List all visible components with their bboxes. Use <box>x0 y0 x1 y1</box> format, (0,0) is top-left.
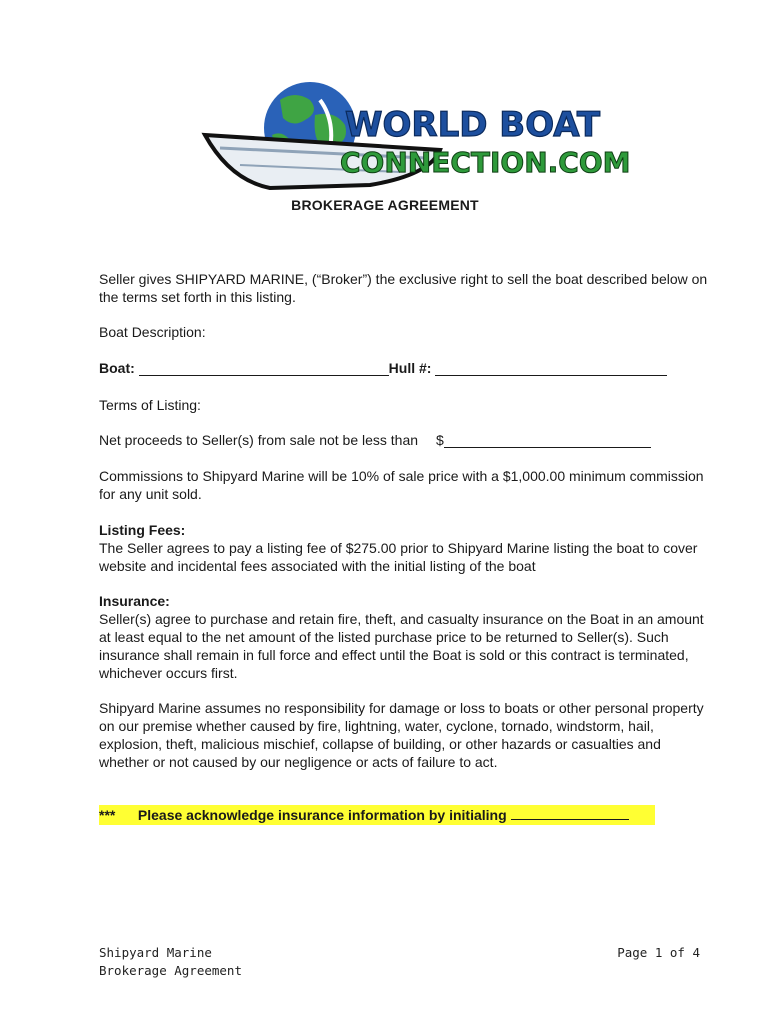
hull-label: Hull #: <box>388 360 432 376</box>
intro-paragraph: Seller gives SHIPYARD MARINE, (“Broker”) the exclusive right to sell the boat described below on the terms set forth in this listing. <box>99 271 708 305</box>
net-proceeds-row <box>99 432 651 448</box>
acknowledge-stars: *** <box>99 807 116 823</box>
listing-fees-heading: Listing Fees: <box>99 522 186 538</box>
footer-doc-name: Brokerage Agreement <box>99 963 242 978</box>
page-title: BROKERAGE AGREEMENT <box>291 197 479 213</box>
net-proceeds-field[interactable] <box>444 432 651 448</box>
net-proceeds-label: Net proceeds to Seller(s) from sale not be less than <box>99 432 419 448</box>
insurance-heading: Insurance: <box>99 593 170 609</box>
boat-label: Boat: <box>99 360 135 376</box>
initials-field[interactable] <box>511 805 629 820</box>
currency-symbol: $ <box>435 432 444 448</box>
boat-hull-row <box>99 360 667 376</box>
hull-field[interactable] <box>435 360 667 376</box>
insurance-text: Seller(s) agree to purchase and retain fire, theft, and casualty insurance on the Boat in an amount at least equal to the net amount of the listed purchase price to be returned to Seller(s). Such insurance shall remain in full force and effect until the Boat is sold or this contract is terminated, whichever occurs first. <box>99 611 704 681</box>
svg-text:WORLD BOAT: WORLD BOAT <box>345 105 601 145</box>
commissions-paragraph: Commissions to Shipyard Marine will be 10% of sale price with a $1,000.00 minimum commission for any unit sold. <box>99 468 704 502</box>
listing-fees-text: The Seller agrees to pay a listing fee of $275.00 prior to Shipyard Marine listing the boat to cover website and incidental fees associated with the initial listing of the boat <box>99 540 698 574</box>
insurance-section <box>99 592 709 682</box>
footer-company: Shipyard Marine <box>99 945 212 960</box>
boat-description-label: Boat Description: <box>99 324 206 340</box>
footer-left <box>99 944 242 980</box>
acknowledge-banner <box>99 805 655 825</box>
liability-paragraph: Shipyard Marine assumes no responsibility for damage or loss to boats or other personal property on our premise whether caused by fire, lightning, water, cyclone, tornado, windstorm, hail, explosion, theft, malicious mischief, collapse of building, or other hazards or casualties and whether or not caused by our negligence or acts of failure to act. <box>99 700 704 770</box>
boat-field[interactable] <box>139 360 389 376</box>
world-boat-connection-logo <box>200 80 631 195</box>
svg-text:CONNECTION.COM: CONNECTION.COM <box>340 146 631 179</box>
page-number: Page 1 of 4 <box>617 945 700 960</box>
acknowledge-text: Please acknowledge insurance information by initialing <box>137 807 507 823</box>
listing-fees-section <box>99 521 709 575</box>
terms-label: Terms of Listing: <box>99 397 201 413</box>
